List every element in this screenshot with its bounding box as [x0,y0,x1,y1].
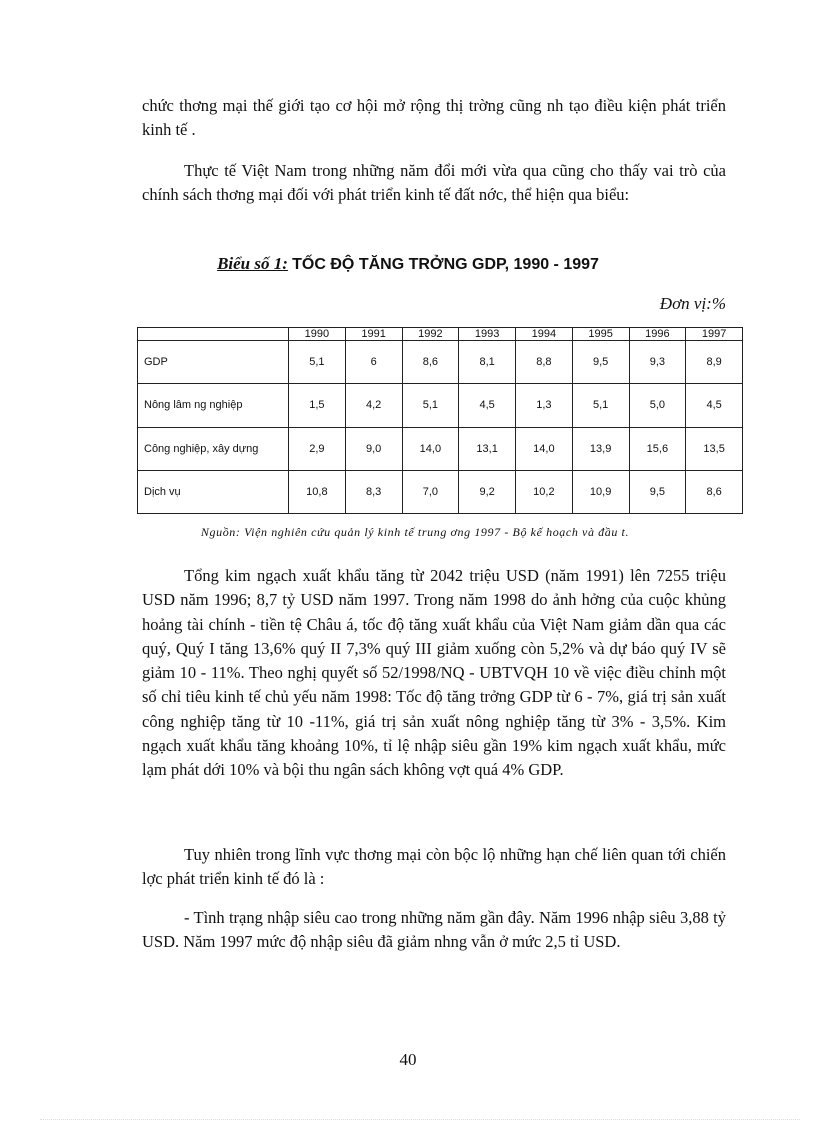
table-cell-value: 13,1 [459,427,516,470]
year-header: 1992 [402,328,459,341]
year-header: 1995 [572,328,629,341]
table-row [138,427,743,470]
page-number: 40 [399,1050,417,1069]
year-header: 1997 [686,328,743,341]
paragraph-export-turnover: Tổng kim ngạch xuất khẩu tăng từ 2042 triệu USD (năm 1991) lên 7255 triệu USD năm 1996; 8,7 tỷ USD năm 1997. Trong năm 1998 do ảnh hởng của cuộc khủng hoảng tài chính - tiền tệ Châu á, tốc độ tăng xuất khẩu của Việt Nam giảm dần qua các quý, Quý I tăng 13,6% quý II 7,3% quý III giảm xuống còn 5,2% và dự báo quý IV sẽ giảm 10 - 11%. Theo nghị quyết số 52/1998/NQ - UBTVQH 10 về việc điều chỉnh một số chỉ tiêu kinh tế chủ yếu năm 1998: Tốc độ tăng trởng GDP từ 6 - 7%, giá trị sản xuất công nghiệp tăng từ 10 -11%, giá trị sản xuất nông nghiệp tăng từ 3% - 3,5%. Kim ngạch xuất khẩu tăng khoảng 10%, tỉ lệ nhập siêu gần 19% kim ngạch xuất khẩu, mức lạm phát dới 10% và bội thu ngân sách không vợt quá 4% GDP. [142,566,726,780]
table-corner-cell [138,328,289,341]
table-cell-value: 14,0 [402,427,459,470]
table-cell-value: 7,0 [402,470,459,513]
table-cell-value: 10,8 [289,470,346,513]
row-label: GDP [138,341,289,384]
table-cell-value: 8,1 [459,341,516,384]
table-cell-value: 10,2 [516,470,573,513]
paragraph-trade-deficit: - Tình trạng nhập siêu cao trong những năm gần đây. Năm 1996 nhập siêu 3,88 tỷ USD. Năm 1997 mức độ nhập siêu đã giảm nhng vẫn ở mức 2,5 tỉ USD. [142,908,726,951]
table-cell-value: 8,9 [686,341,743,384]
row-label: Công nghiệp, xây dựng [138,427,289,470]
table-cell-value: 5,0 [629,384,686,427]
year-header: 1990 [289,328,346,341]
table-cell-value: 4,2 [345,384,402,427]
paragraph-limitations: Tuy nhiên trong lĩnh vực thơng mại còn bộc lộ những hạn chế liên quan tới chiến lợc phát triển kinh tế đó là : [142,845,726,888]
row-label: Dịch vụ [138,470,289,513]
footer-divider [40,1119,800,1120]
table-cell-value: 9,2 [459,470,516,513]
table-caption-label: Biểu số 1: [217,254,288,273]
year-header: 1993 [459,328,516,341]
table-cell-value: 8,3 [345,470,402,513]
unit-label: Đơn vị:% [659,294,726,313]
table-body [138,341,743,514]
table-cell-value: 9,5 [572,341,629,384]
table-cell-value: 2,9 [289,427,346,470]
row-label: Nông lâm ng nghiệp [138,384,289,427]
table-header-row [138,328,743,341]
table-cell-value: 9,0 [345,427,402,470]
table-cell-value: 14,0 [516,427,573,470]
table-row [138,341,743,384]
table-row [138,384,743,427]
table-cell-value: 6 [345,341,402,384]
table-cell-value: 9,5 [629,470,686,513]
table-row [138,470,743,513]
table-cell-value: 8,6 [686,470,743,513]
table-cell-value: 13,5 [686,427,743,470]
table-cell-value: 5,1 [402,384,459,427]
table-cell-value: 4,5 [686,384,743,427]
table-cell-value: 5,1 [289,341,346,384]
table-cell-value: 8,6 [402,341,459,384]
year-header: 1991 [345,328,402,341]
table-cell-value: 5,1 [572,384,629,427]
table-cell-value: 9,3 [629,341,686,384]
table-cell-value: 8,8 [516,341,573,384]
table-cell-value: 10,9 [572,470,629,513]
table-caption [0,254,816,274]
gdp-growth-table [137,327,743,514]
paragraph-vietnam-reality: Thực tế Việt Nam trong những năm đổi mới vừa qua cũng cho thấy vai trò của chính sách thơng mại đối với phát triển kinh tế đất nớc, thể hiện qua biểu: [142,161,726,204]
table-source-note: Nguồn: Viện nghiên cứu quản lý kinh tế trung ơng 1997 - Bộ kế hoạch và đầu t. [200,525,630,539]
table-cell-value: 1,3 [516,384,573,427]
year-header: 1994 [516,328,573,341]
table-cell-value: 15,6 [629,427,686,470]
table-cell-value: 4,5 [459,384,516,427]
year-header: 1996 [629,328,686,341]
paragraph-intro: chức thơng mại thế giới tạo cơ hội mở rộng thị trờng cũng nh tạo điều kiện phát triển kinh tế . [142,96,726,139]
table-cell-value: 1,5 [289,384,346,427]
table-cell-value: 13,9 [572,427,629,470]
table-caption-title: TỐC ĐỘ TĂNG TRỞNG GDP, 1990 - 1997 [292,256,599,273]
